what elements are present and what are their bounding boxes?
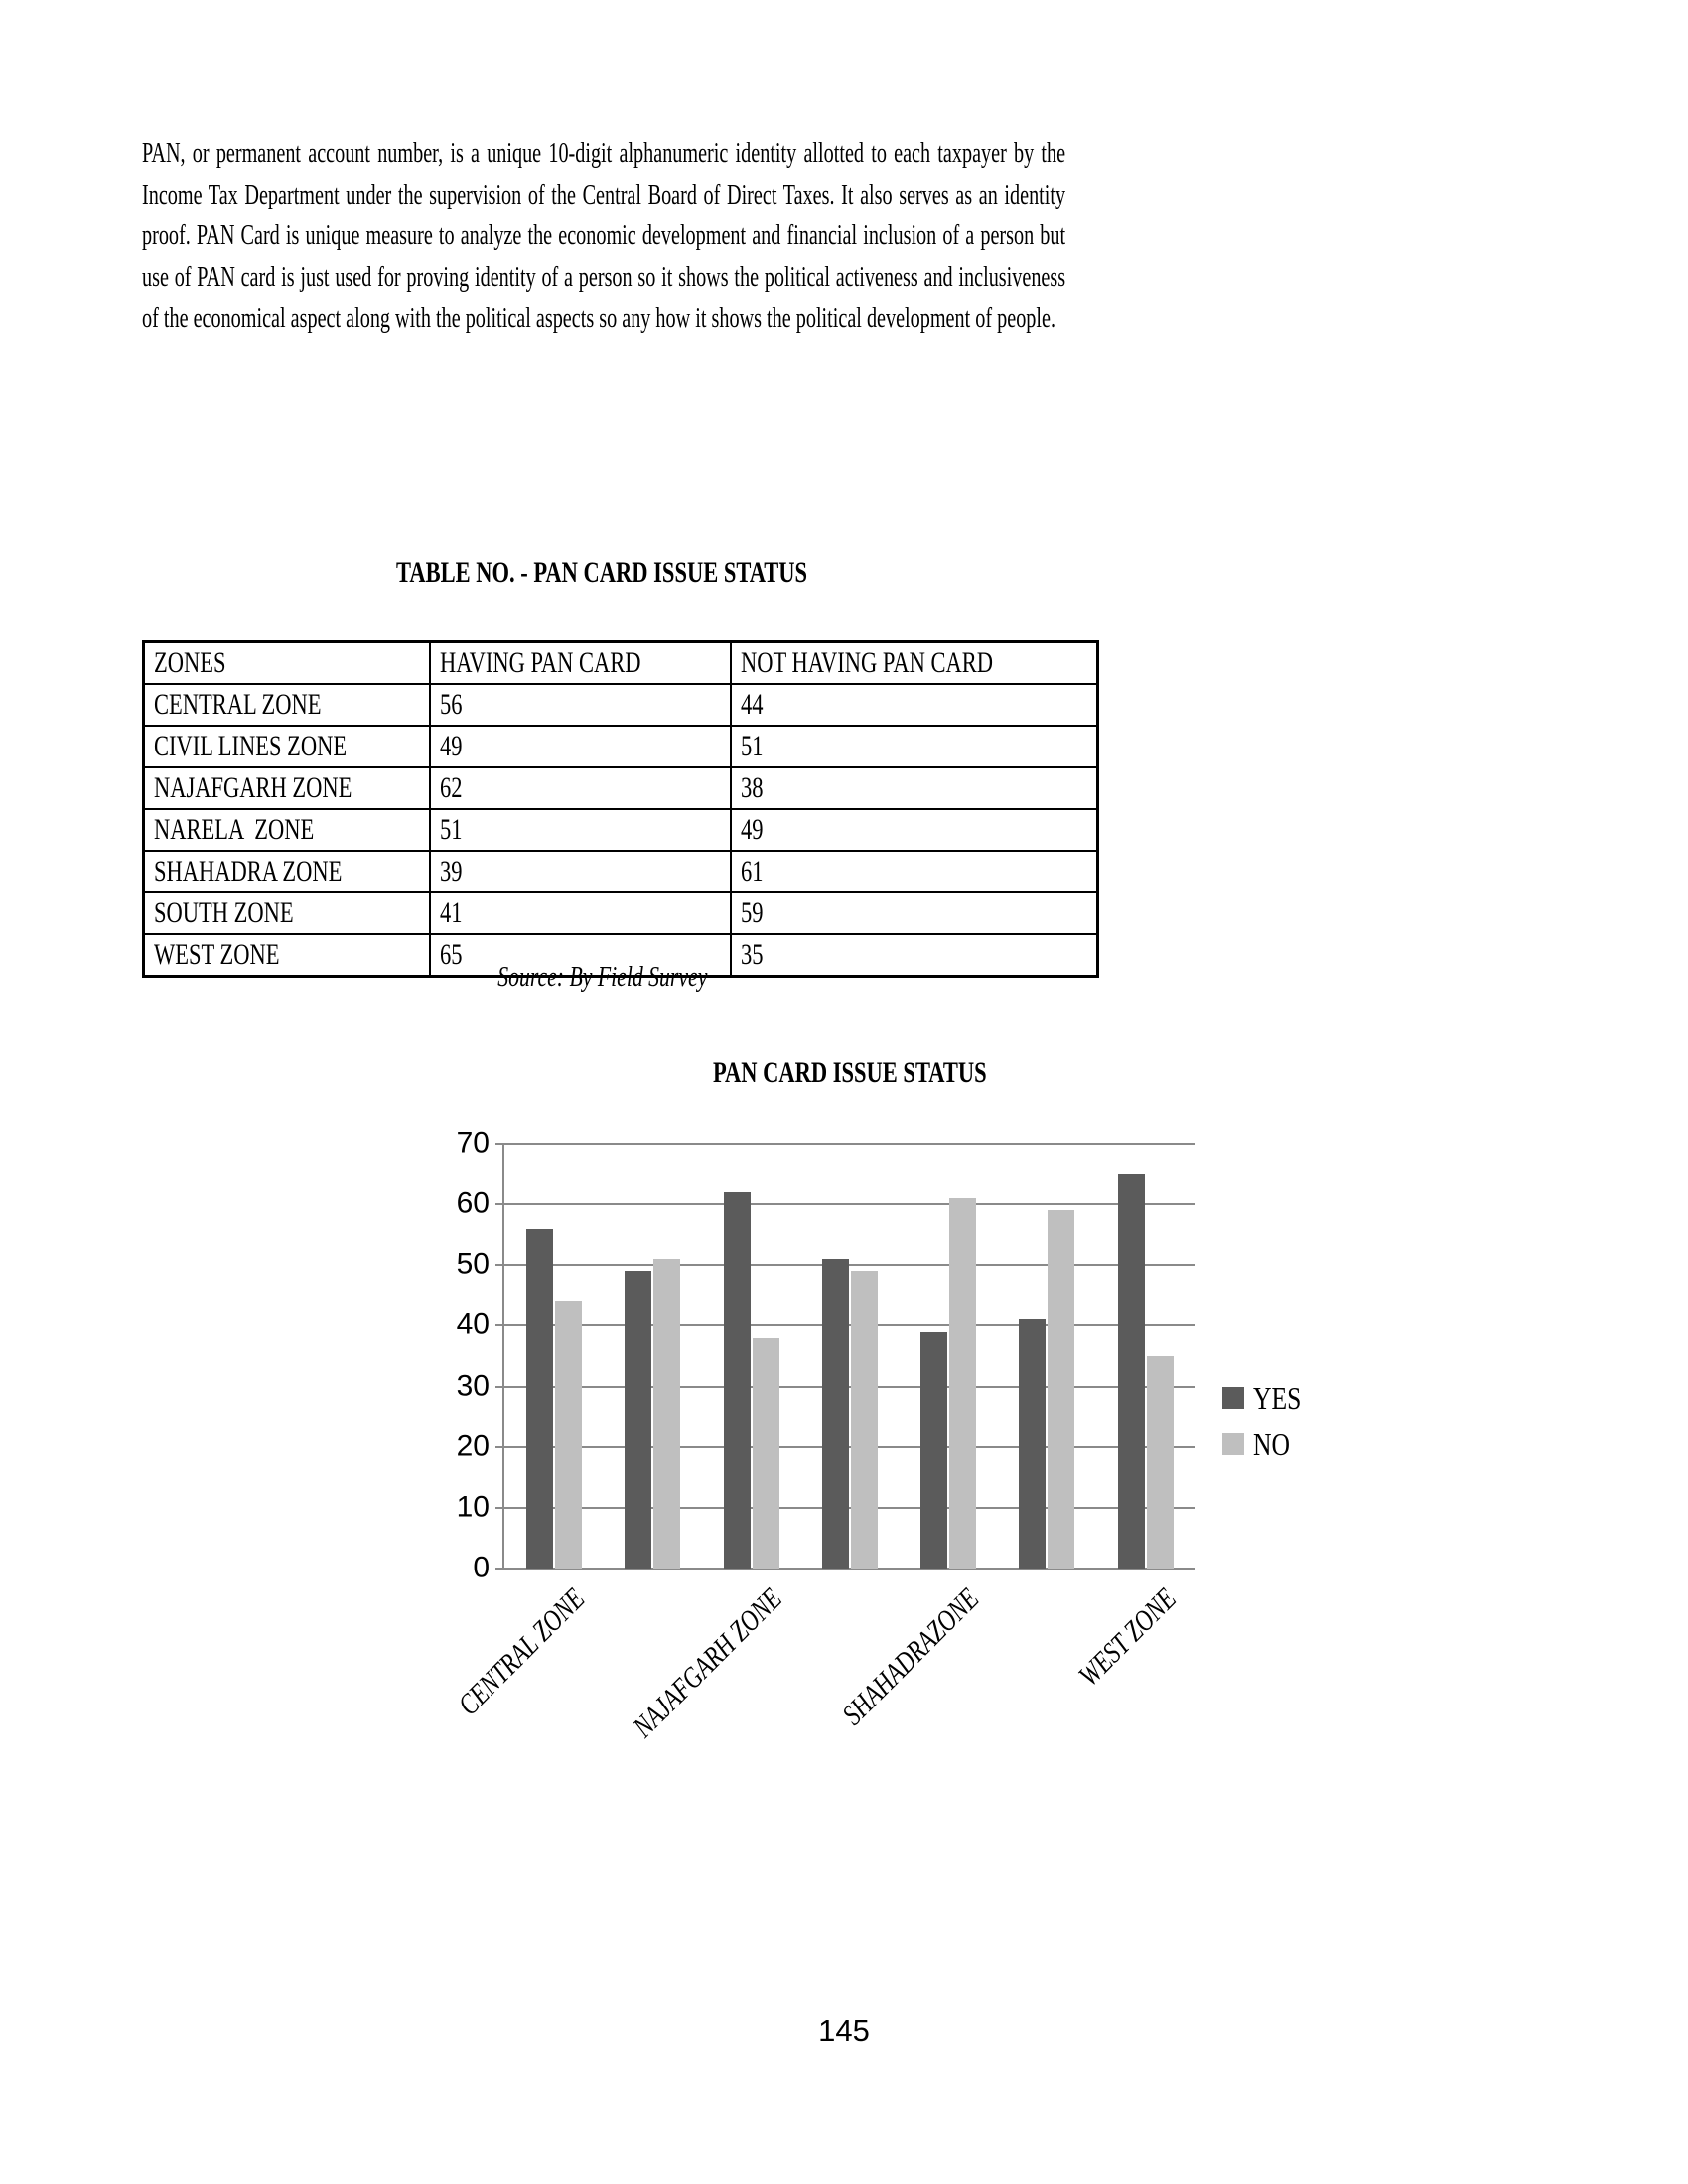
table-title: TABLE NO. - PAN CARD ISSUE STATUS [396,556,808,589]
page-number: 145 [818,2013,870,2048]
cell-text: 35 [741,938,764,971]
table-column-header-text: NOT HAVING PAN CARD [741,646,994,679]
not-having-pan-card-cell [731,684,1098,726]
table-column-header [430,642,731,685]
chart-gridline [504,1264,1195,1266]
table-header [144,642,1098,685]
x-axis-category-label: SHAHADRAZONE [835,1582,986,1732]
bar-no [1048,1210,1074,1569]
table-column-header-text: HAVING PAN CARD [440,646,641,679]
table-row [144,684,1098,726]
zone-cell [144,684,431,726]
cell-text: NARELA ZONE [154,813,315,846]
not-having-pan-card-cell [731,851,1098,892]
cell-text: NAJAFGARH ZONE [154,771,352,804]
y-axis-tick-label: 70 [456,1126,490,1160]
having-pan-card-cell [430,726,731,767]
cell-text: 49 [440,730,463,762]
bar-yes [625,1271,651,1569]
table-column-header [731,642,1098,685]
bar-no [1147,1356,1174,1569]
zone-cell [144,767,431,809]
not-having-pan-card-cell [731,809,1098,851]
body-paragraph-text: PAN, or permanent account number, is a unique 10-digit alphanumeric identity allotted to each taxpayer by the Income Tax Department under the supervision of the Central Board of Direct Taxes. It also serves as an identity proof. PAN Card is unique measure to analyze the economic development and financial inclusion of a person but use of PAN card is just used for proving identity of a person so it shows the political activeness and inclusiveness of the economical aspect along with the political aspects so any how it shows the political development of people. [142,138,1066,335]
cell-text: 61 [741,855,764,887]
zone-cell [144,892,431,934]
table-row [144,809,1098,851]
chart-gridline [504,1324,1195,1326]
having-pan-card-cell [430,892,731,934]
table-row [144,767,1098,809]
table-source-note: Source: By Field Survey [496,961,708,993]
cell-text: 39 [440,855,463,887]
chart-legend [1222,1380,1313,1479]
cell-text: 41 [440,896,463,929]
cell-text: CIVIL LINES ZONE [154,730,348,762]
y-axis-tick-label: 0 [473,1551,490,1584]
bar-yes [822,1259,849,1569]
cell-text: CENTRAL ZONE [154,688,322,721]
y-axis-tick-label: 30 [456,1368,490,1402]
legend-label: NO [1253,1427,1290,1462]
chart-gridline [504,1507,1195,1509]
y-axis-tick-label: 40 [456,1307,490,1341]
cell-text: 62 [440,771,463,804]
bar-yes [1019,1319,1046,1569]
table-row [144,851,1098,892]
y-axis-tick-label: 50 [456,1247,490,1281]
cell-text: SHAHADRA ZONE [154,855,343,887]
having-pan-card-cell [430,809,731,851]
table-header-row [144,642,1098,685]
body-paragraph [142,133,1065,401]
table-row [144,892,1098,934]
y-axis-tick-label: 60 [456,1186,490,1220]
having-pan-card-cell [430,851,731,892]
chart-title: PAN CARD ISSUE STATUS [712,1056,987,1089]
cell-text: 51 [741,730,764,762]
legend-swatch [1222,1387,1244,1409]
cell-text: 49 [741,813,764,846]
cell-text: 44 [741,688,764,721]
x-axis-category-label: CENTRAL ZONE [451,1582,591,1722]
legend-swatch [1222,1433,1244,1455]
bar-no [949,1198,976,1569]
cell-text: 56 [440,688,463,721]
zone-cell [144,726,431,767]
y-axis-line [502,1143,504,1570]
chart-gridline [504,1143,1195,1145]
x-axis-category-label: WEST ZONE [1071,1582,1183,1693]
table-column-header-text: ZONES [154,646,226,679]
bar-no [753,1338,779,1569]
bar-no [653,1259,680,1569]
cell-text: 65 [440,938,463,971]
y-axis-tick-label: 20 [456,1430,490,1463]
legend-entry [1222,1380,1313,1416]
bar-no [555,1301,582,1569]
pan-card-status-table [142,640,1099,978]
chart-gridline [504,1386,1195,1388]
chart-gridline [504,1203,1195,1205]
zone-cell [144,809,431,851]
bar-yes [724,1192,751,1569]
not-having-pan-card-cell [731,726,1098,767]
bar-yes [920,1332,947,1569]
having-pan-card-cell [430,767,731,809]
bar-no [851,1271,878,1569]
table-body [144,684,1098,977]
y-axis-tick-label: 10 [456,1490,490,1524]
x-axis-category-label: NAJAFGARH ZONE [626,1582,788,1744]
cell-text: 51 [440,813,463,846]
cell-text: WEST ZONE [154,938,280,971]
cell-text: 38 [741,771,764,804]
zone-cell [144,851,431,892]
bar-yes [526,1229,553,1569]
legend-entry [1222,1427,1313,1462]
cell-text: SOUTH ZONE [154,896,294,929]
not-having-pan-card-cell [731,892,1098,934]
cell-text: 59 [741,896,764,929]
bar-yes [1118,1174,1145,1569]
having-pan-card-cell [430,684,731,726]
not-having-pan-card-cell [731,767,1098,809]
legend-label: YES [1253,1380,1302,1416]
chart-gridline [504,1446,1195,1448]
table-column-header [144,642,431,685]
table-row [144,726,1098,767]
